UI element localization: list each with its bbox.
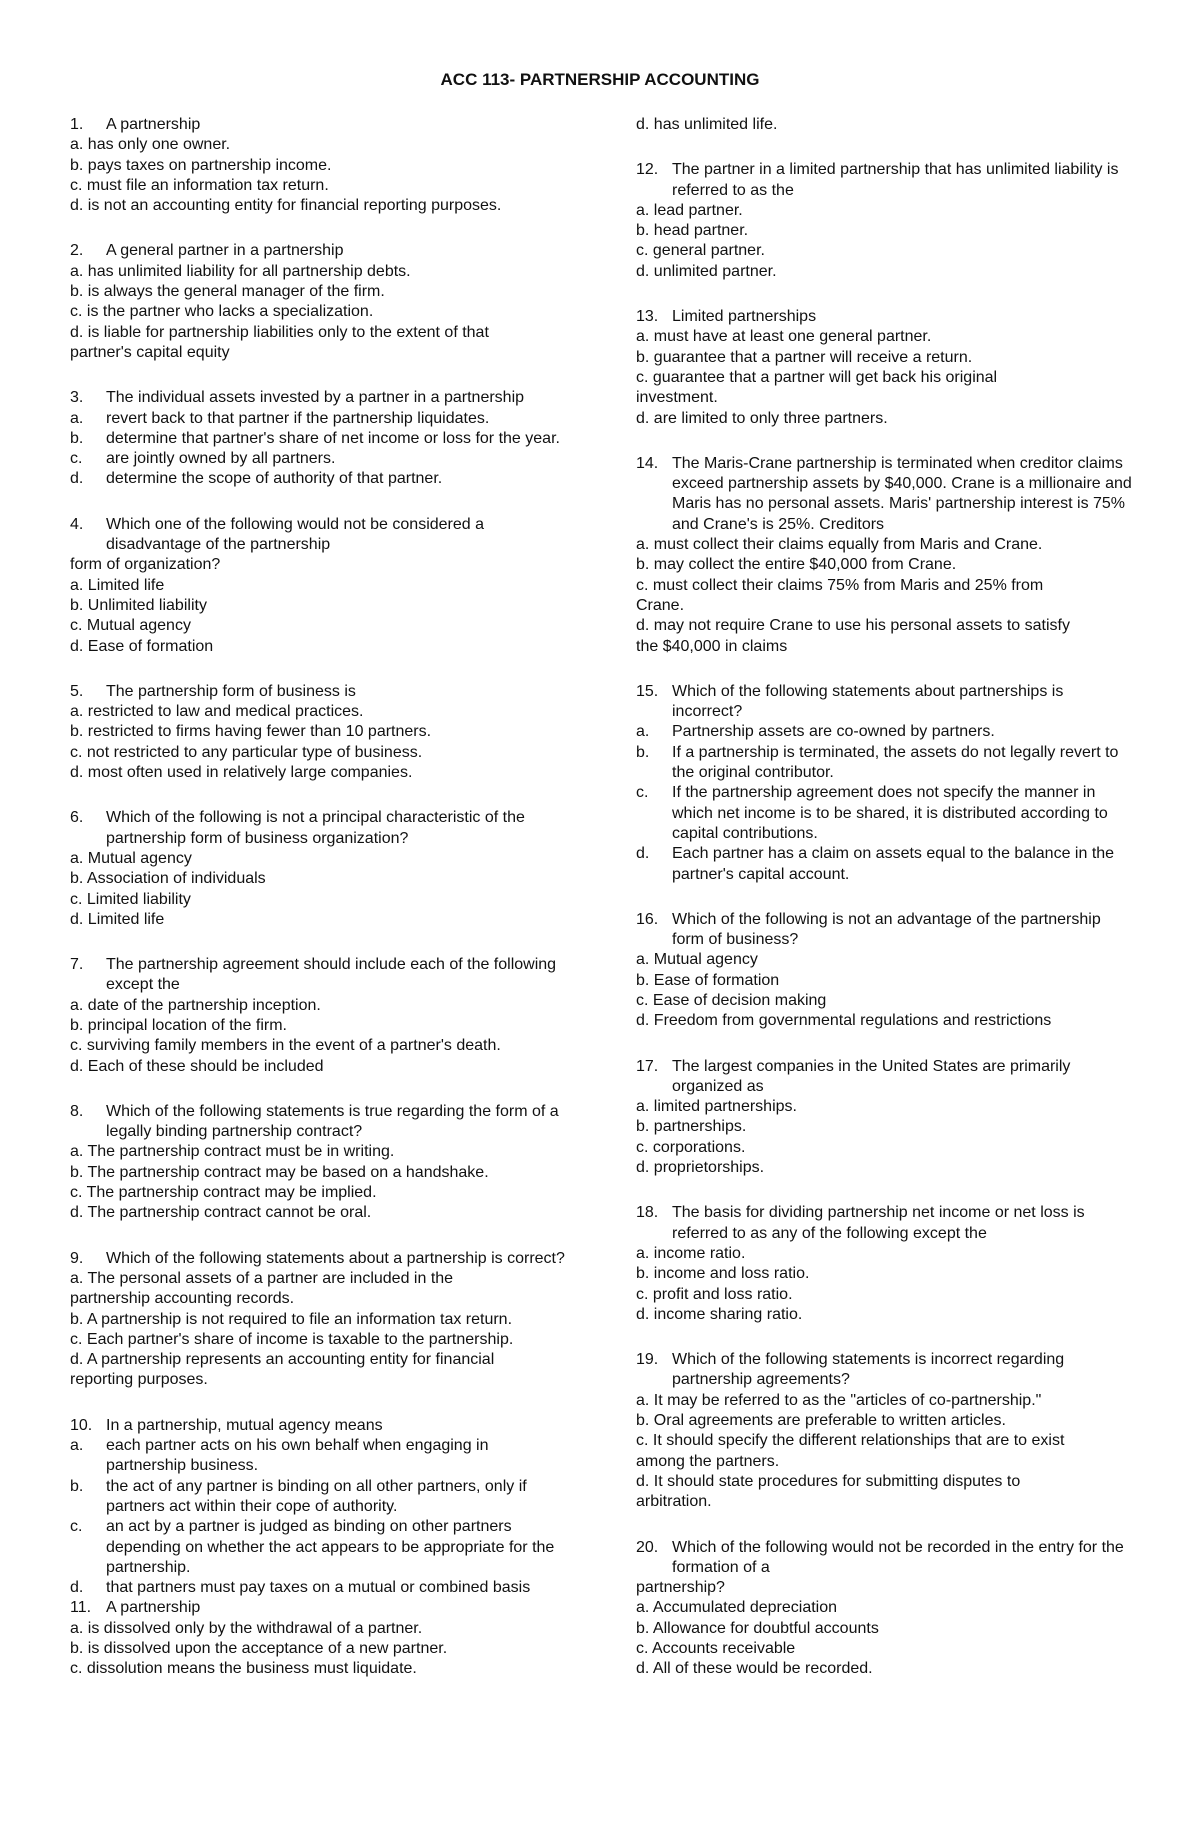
question-stem <box>70 1249 570 1269</box>
question-text: A partnership <box>106 1599 201 1617</box>
question <box>636 1203 1136 1325</box>
question-stem <box>70 241 570 261</box>
question-text: Which of the following statements about partnerships is incorrect? <box>672 682 1064 721</box>
answer-option: b. Unlimited liability <box>70 596 207 614</box>
question <box>636 1350 1136 1512</box>
question-stem <box>636 1538 1136 1579</box>
answer-option: b. The partnership contract may be based on a handshake. <box>70 1163 489 1181</box>
answer-option: d. may not require Crane to use his personal assets to satisfy <box>636 617 1070 635</box>
option-text: revert back to that partner if the partnership liquidates. <box>106 409 490 427</box>
answer-option: c. Mutual agency <box>70 617 191 635</box>
option-text: determine that partner's share of net income or loss for the year. <box>106 429 560 447</box>
question <box>636 910 1136 1032</box>
answer-option: c. Each partner's share of income is taxable to the partnership. <box>70 1330 514 1348</box>
answer-option <box>636 783 1136 844</box>
question <box>636 682 1136 885</box>
question-text: The basis for dividing partnership net income or net loss is referred to as any of the following except the <box>672 1204 1085 1242</box>
answer-option: a. is dissolved only by the withdrawal of a partner. <box>70 1619 423 1637</box>
question-text: The individual assets invested by a partner in a partnership <box>106 389 525 407</box>
answer-option: partnership accounting records. <box>70 1290 295 1308</box>
answer-option: c. Ease of decision making <box>636 991 827 1009</box>
question-stem <box>636 307 1136 327</box>
option-label: b. <box>70 1477 84 1495</box>
answer-option <box>636 743 1136 784</box>
answer-option: partnership? <box>636 1579 725 1597</box>
answer-option: b. is dissolved upon the acceptance of a new partner. <box>70 1640 448 1657</box>
question-stem <box>636 910 1136 951</box>
answer-option <box>70 1517 570 1578</box>
answer-option: c. It should specify the different relationships that are to exist <box>636 1432 1065 1450</box>
question <box>70 1416 570 1599</box>
question-stem <box>636 682 1136 723</box>
answer-option: d. has unlimited life. <box>636 116 778 133</box>
question-text: Which of the following is not an advantage of the partnership form of business? <box>672 910 1101 949</box>
answer-option: b. Association of individuals <box>70 870 266 888</box>
option-text: that partners must pay taxes on a mutual or combined basis <box>106 1579 531 1597</box>
question <box>636 454 1136 657</box>
question-stem <box>70 955 570 996</box>
answer-option: Crane. <box>636 596 685 614</box>
answer-option: b. Allowance for doubtful accounts <box>636 1619 879 1637</box>
answer-option <box>70 469 570 489</box>
answer-option: b. restricted to firms having fewer than 10 partners. <box>70 723 432 741</box>
question-number: 11. <box>70 1599 92 1617</box>
answer-option: c. surviving family members in the event of a partner's death. <box>70 1037 501 1055</box>
page-title: ACC 113- PARTNERSHIP ACCOUNTING <box>440 70 760 89</box>
answer-option: d. A partnership represents an accounting entity for financial <box>70 1351 495 1369</box>
question-stem <box>70 1102 570 1143</box>
question-number: 20. <box>636 1538 659 1556</box>
answer-option: d. Ease of formation <box>70 637 214 655</box>
question-stem <box>70 1598 570 1618</box>
option-text: Each partner has a claim on assets equal to the balance in the partner's capital account. <box>672 845 1115 883</box>
answer-option: d. is liable for partnership liabilities only to the extent of that <box>70 323 489 341</box>
answer-option: the $40,000 in claims <box>636 637 788 655</box>
option-label: b. <box>636 743 650 761</box>
answer-option: b. Ease of formation <box>636 971 780 989</box>
question-stem <box>636 160 1136 201</box>
question-number: 12. <box>636 161 659 179</box>
answer-option <box>70 1477 570 1518</box>
answer-option: b. income and loss ratio. <box>636 1265 810 1283</box>
question-text: Which of the following statements about a partnership is correct? <box>106 1249 565 1267</box>
question-number: 17. <box>636 1057 659 1075</box>
answer-option <box>70 409 570 429</box>
question-text: Which of the following is not a principal characteristic of the partnership form of business organization? <box>106 809 525 847</box>
question-text: The partnership form of business is <box>106 682 356 700</box>
left-column <box>70 115 570 1705</box>
answer-option: c. corporations. <box>636 1138 746 1156</box>
answer-option <box>70 449 570 469</box>
answer-option: a. restricted to law and medical practices. <box>70 703 364 721</box>
answer-option: a. limited partnerships. <box>636 1098 797 1116</box>
question <box>70 1102 570 1224</box>
answer-option: c. guarantee that a partner will get back his original <box>636 368 998 386</box>
question <box>70 388 570 489</box>
answer-option: d. The partnership contract cannot be oral. <box>70 1204 372 1222</box>
answer-option: b. head partner. <box>636 222 749 240</box>
option-text: Partnership assets are co-owned by partners. <box>672 723 995 741</box>
question-text: Which one of the following would not be considered a disadvantage of the partnership <box>106 515 485 554</box>
question-text: A general partner in a partnership <box>106 242 344 260</box>
option-text: an act by a partner is judged as binding on other partners depending on whether the act appears to be appropriate for the partnership. <box>106 1518 555 1576</box>
answer-option: a. must collect their claims equally from Maris and Crane. <box>636 536 1043 554</box>
answer-option: among the partners. <box>636 1452 780 1470</box>
question <box>70 241 570 363</box>
answer-option: d. It should state procedures for submitting disputes to <box>636 1472 1021 1490</box>
question-text: In a partnership, mutual agency means <box>106 1416 383 1434</box>
answer-option: a. Limited life <box>70 576 165 594</box>
option-text: the act of any partner is binding on all other partners, only if partners act within their cope of authority. <box>106 1477 527 1515</box>
question-text: Which of the following would not be recorded in the entry for the formation of a <box>672 1538 1124 1576</box>
question-number: 16. <box>636 910 659 928</box>
question <box>70 808 570 930</box>
question <box>636 160 1136 282</box>
answer-option: form of organization? <box>70 556 221 574</box>
answer-option: a. Mutual agency <box>636 951 758 969</box>
question <box>70 1598 570 1679</box>
question-number: 2. <box>70 242 84 260</box>
answer-option: d. All of these would be recorded. <box>636 1660 873 1678</box>
answer-option: c. The partnership contract may be implied. <box>70 1184 377 1202</box>
option-label: b. <box>70 429 84 447</box>
answer-option: d. Freedom from governmental regulations and restrictions <box>636 1012 1052 1030</box>
question-number: 8. <box>70 1102 84 1120</box>
answer-option: a. Accumulated depreciation <box>636 1599 838 1617</box>
answer-option: b. guarantee that a partner will receive a return. <box>636 348 973 366</box>
question-stem <box>70 808 570 849</box>
question-stem <box>636 1203 1136 1244</box>
answer-option: b. is always the general manager of the firm. <box>70 283 385 301</box>
answer-option: a. has unlimited liability for all partnership debts. <box>70 262 411 280</box>
answer-option <box>70 1436 570 1477</box>
answer-option: c. Accounts receivable <box>636 1640 796 1657</box>
answer-option: a. Mutual agency <box>70 849 192 867</box>
answer-option: d. most often used in relatively large companies. <box>70 764 413 782</box>
answer-option: c. must file an information tax return. <box>70 176 329 194</box>
answer-option: reporting purposes. <box>70 1371 208 1389</box>
question <box>70 955 570 1077</box>
question-stem <box>70 115 570 135</box>
answer-option: c. profit and loss ratio. <box>636 1285 793 1303</box>
answer-option: b. pays taxes on partnership income. <box>70 156 332 174</box>
question-number: 5. <box>70 682 84 700</box>
question-text: Which of the following statements is incorrect regarding partnership agreements? <box>672 1351 1065 1389</box>
answer-option: c. is the partner who lacks a specialization. <box>70 303 374 321</box>
option-label: a. <box>636 723 650 741</box>
answer-option: b. principal location of the firm. <box>70 1016 287 1034</box>
answer-option <box>636 722 1136 742</box>
answer-option: a. lead partner. <box>636 201 743 219</box>
answer-option <box>70 429 570 449</box>
question-number: 18. <box>636 1204 659 1222</box>
answer-option: d. Limited life <box>70 910 165 928</box>
question-number: 6. <box>70 809 84 827</box>
question-stem <box>70 388 570 408</box>
question <box>636 1538 1136 1680</box>
question-text: The partnership agreement should include each of the following except the <box>106 956 557 994</box>
question-number: 9. <box>70 1249 84 1267</box>
option-label: c. <box>70 1518 83 1536</box>
question-number: 19. <box>636 1351 659 1369</box>
answer-option: a. It may be referred to as the "articles of co-partnership." <box>636 1391 1042 1409</box>
question-number: 10. <box>70 1416 93 1434</box>
question-stem <box>70 1416 570 1436</box>
option-text: If the partnership agreement does not specify the manner in which net income is to be shared, it is distributed according to capital contributions. <box>672 784 1108 842</box>
question <box>636 1057 1136 1179</box>
answer-option: d. income sharing ratio. <box>636 1305 803 1323</box>
answer-option: arbitration. <box>636 1493 712 1511</box>
question-number: 14. <box>636 454 659 472</box>
option-text: each partner acts on his own behalf when engaging in partnership business. <box>106 1437 489 1475</box>
answer-option: c. not restricted to any particular type of business. <box>70 743 423 761</box>
question <box>636 307 1136 429</box>
question-stem <box>70 682 570 702</box>
question-number: 4. <box>70 515 84 533</box>
question <box>70 1249 570 1391</box>
question-number: 3. <box>70 389 84 407</box>
question-stem <box>70 515 570 556</box>
answer-option: partner's capital equity <box>70 343 230 361</box>
option-label: d. <box>70 1579 84 1597</box>
question <box>70 682 570 783</box>
question <box>70 115 570 216</box>
question-text: The Maris-Crane partnership is terminated when creditor claims exceed partnership assets by $40,000. Crane is a millionaire and Maris has no personal assets. Maris' partnership interest is 75% and Crane's is 25%. Creditors <box>672 454 1132 533</box>
answer-option: b. may collect the entire $40,000 from Crane. <box>636 556 957 574</box>
answer-option: c. Limited liability <box>70 890 191 908</box>
answer-option: b. A partnership is not required to file an information tax return. <box>70 1310 513 1328</box>
option-text: are jointly owned by all partners. <box>106 450 336 468</box>
question-text: Limited partnerships <box>672 308 817 326</box>
answer-option: a. The partnership contract must be in writing. <box>70 1143 395 1161</box>
answer-option: a. The personal assets of a partner are included in the <box>70 1269 454 1287</box>
answer-option: d. are limited to only three partners. <box>636 409 888 427</box>
option-label: d. <box>636 845 650 863</box>
option-label: a. <box>70 1437 84 1455</box>
question-number: 7. <box>70 956 84 974</box>
option-label: c. <box>70 450 83 468</box>
answer-option: b. partnerships. <box>636 1118 747 1136</box>
answer-option: d. proprietorships. <box>636 1159 765 1177</box>
question <box>636 115 1136 135</box>
answer-option: c. dissolution means the business must liquidate. <box>70 1660 417 1678</box>
answer-option: d. unlimited partner. <box>636 262 777 280</box>
answer-option: a. income ratio. <box>636 1244 746 1262</box>
answer-option: c. must collect their claims 75% from Maris and 25% from <box>636 576 1044 594</box>
answer-option <box>636 844 1136 885</box>
question <box>70 515 570 657</box>
answer-option: d. Each of these should be included <box>70 1057 324 1075</box>
question-text: The partner in a limited partnership that has unlimited liability is referred to as the <box>672 161 1119 199</box>
answer-option: a. must have at least one general partner. <box>636 328 932 346</box>
answer-option: a. has only one owner. <box>70 136 231 154</box>
answer-option: c. general partner. <box>636 242 765 260</box>
question-stem <box>636 1350 1136 1391</box>
option-label: d. <box>70 470 84 488</box>
option-label: c. <box>636 784 649 802</box>
question-stem <box>636 454 1136 535</box>
answer-option <box>70 1578 570 1598</box>
question-stem <box>636 1057 1136 1098</box>
option-label: a. <box>70 409 84 427</box>
answer-option: investment. <box>636 389 718 407</box>
answer-option: a. date of the partnership inception. <box>70 996 321 1014</box>
question-text: Which of the following statements is true regarding the form of a legally binding partnership contract? <box>106 1102 559 1141</box>
option-text: If a partnership is terminated, the assets do not legally revert to the original contributor. <box>672 743 1119 782</box>
question-text: A partnership <box>106 116 201 133</box>
question-number: 15. <box>636 682 659 700</box>
question-number: 1. <box>70 116 84 133</box>
right-column <box>636 115 1136 1705</box>
question-text: The largest companies in the United States are primarily organized as <box>672 1057 1071 1095</box>
answer-option: d. is not an accounting entity for financial reporting purposes. <box>70 197 502 215</box>
answer-option: b. Oral agreements are preferable to written articles. <box>636 1412 1006 1430</box>
question-number: 13. <box>636 308 659 326</box>
option-text: determine the scope of authority of that partner. <box>106 470 443 488</box>
